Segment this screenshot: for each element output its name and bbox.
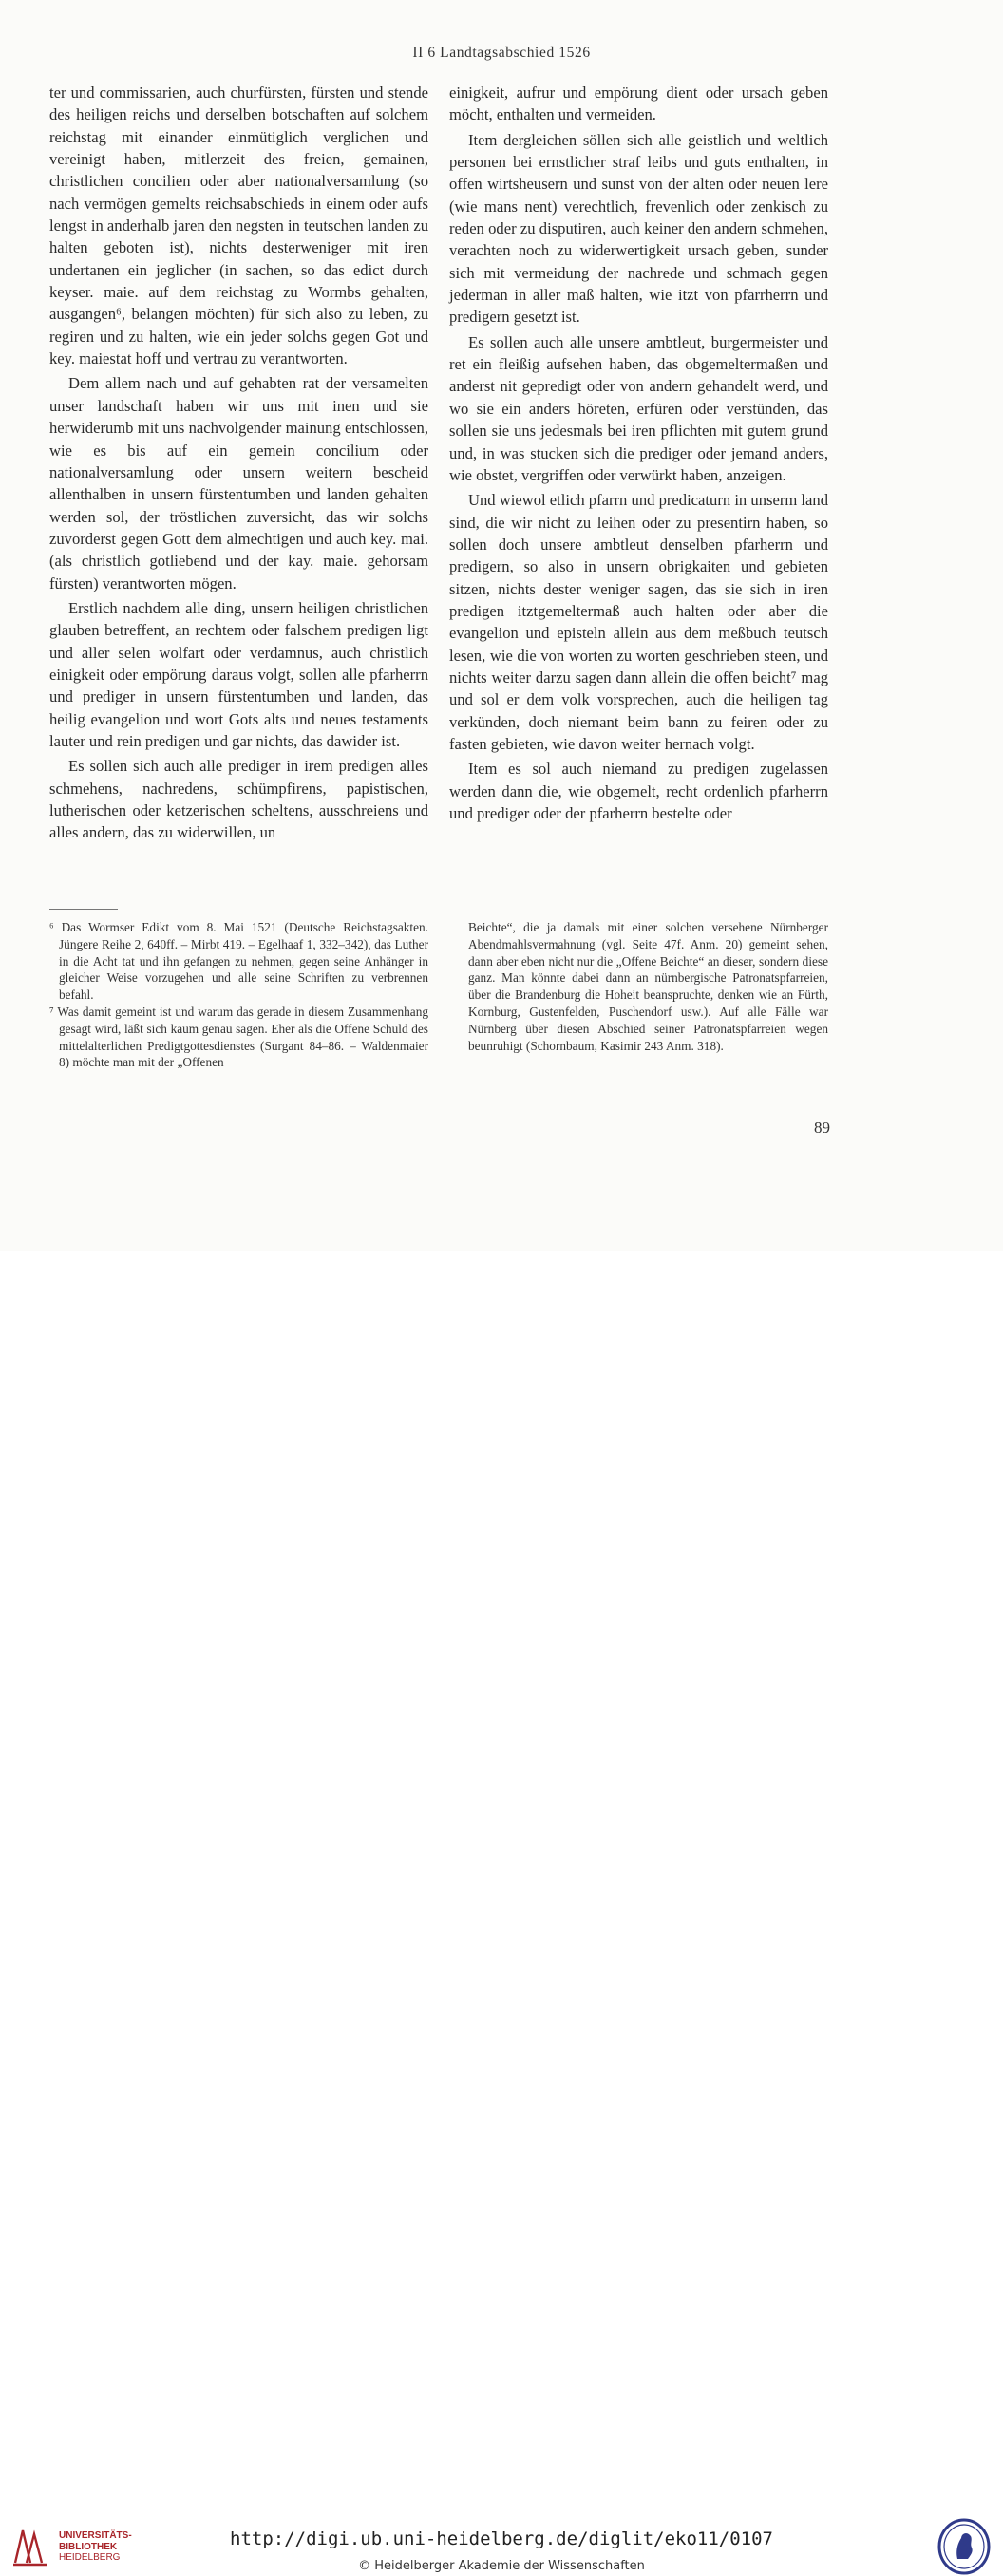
paragraph: Dem allem nach und auf gehabten rat der versamelten unser landschaft haben wir uns mit inen und sie herwiderumb mit uns nachvolgender mainung entschlossen, wie es bis auf ein gemein concilium oder nationalversamlung oder unsern weitern bescheid allenthalben in unsern fürstentumben und landen gehalten werden sol, der tröstlichen zuversicht, das wir solchs zuvorderst gegen Gott dem almechtigen und auch key. mai. (als christlich gotliebend und der kay. maie. gehorsam fürsten) verantworten mögen. <box>49 374 428 592</box>
permalink-url[interactable]: http://digi.ub.uni-heidelberg.de/diglit/eko11/0107 <box>230 2529 773 2549</box>
running-head: II 6 Landtagsabschied 1526 <box>412 45 591 61</box>
paragraph: einigkeit, aufrur und empörung dient oder ursach geben möcht, enthalten und vermeiden. <box>449 84 828 124</box>
paragraph: Und wiewol etlich pfarrn und predicaturn in unserm land sind, die wir nicht zu leihen oder zu presentirn haben, so sollen doch unsere ambtleut denselben pfarherrn und predigern, so also in unsern obrigkaiten und gebieten sitzen, nichts dester weniger sagen, das sie sich in iren predigen itztgemeltermaß auch halten oder aber die evangelion und episteln allein aus dem meßbuch teutsch lesen, wie die von worten zu worten geschrieben steen, und nichts weiter darzu sagen dann allein die offen beicht⁷ mag und sol er dem volk vorsprechen, auch die heiligen tag verkünden, doch niemant beim bann zu feiren oder zu fasten gebieten, wie davon weiter hernach volgt. <box>449 491 828 753</box>
footnote-7-continued: Beichte“, die ja damals mit einer solchen versehene Nürnberger Abendmahlsvermahnung (vgl. Seite 47f. Anm. 20) gemeint sehen, dann aber eben nicht nur die „Offene Beichte“ an dieser, sondern diese ganz. Man könnte dabei dann an nürnbergische Patronatspfarreien, über die Brandenburg die Hoheit beanspruchte, denken wie an Fürth, Kornburg, Gustenfelden, Puschendorf usw.). Auf alle Fälle war Nürnberg über diesen Abschied seiner Patronatspfarreien wegen beunruhigt (Schornbaum, Kasimir 243 Anm. 318). <box>468 920 828 1053</box>
library-logo[interactable] <box>9 2525 161 2568</box>
document-page <box>0 0 1003 1251</box>
page-number: 89 <box>814 1119 830 1137</box>
copyright-notice: © Heidelberger Akademie der Wissenschaften <box>358 2559 645 2573</box>
footnotes-left <box>49 919 428 1071</box>
paragraph: ter und commissarien, auch churfürsten, fürsten und stende des heiligen reichs und derselben botschaften auf solchem reichstag mit einander einmütiglich verglichen und vereinigt haben, mitlerzeit des freien, gemainen, christlichen concilien oder aber nationalversamlung (so nach vermögen gemelts reichsabschieds in einem oder aufs lengst in anderhalb jaren den negsten in teutschen landen zu halten geboten ist), nichts desterweniger mit iren undertanen ein jeglicher (in sachen, so das edict durch keyser. maie. auf dem reichstag zu Wormbs gehalten, ausgangen⁶, belangen möchten) für sich also zu leben, zu regiren und zu halten, wie ein jeder solchs gegen Got und key. maiestat hoff und vertrau zu verantworten. <box>49 84 428 368</box>
paragraph: Es sollen auch alle unsere ambtleut, burgermeister und ret ein fleißig aufsehen haben, das obgemeltermaßen und anderst nit gepredigt oder von andern gehandelt werd, und wo sie ein anders höreten, erfüren oder verstünden, das sollen sie uns jedesmals bei iren pflichten mit gutem grund und, in was stucken sich die prediger oder jemand anders, wie obstet, vergriffen oder verwürkt haben, anzeigen. <box>449 332 828 484</box>
paragraph: Item es sol auch niemand zu predigen zugelassen werden dann die, wie obgemelt, recht ordenlich pfarherrn und prediger oder der pfarherrn bestelte oder <box>449 760 828 822</box>
paragraph: Item dergleichen söllen sich alle geistlich und weltlich personen bei ernstlicher straf leibs und guts enthalten, in offen wirtsheusern und sunst von der alten oder neuen lere (wie mans nent) verechtlich, frevenlich oder zenkisch zu reden oder zu disputiren, auch keiner den andern schmehen, verachten noch zu widerwertigkeit ursach geben, sunder sich mit vermeidung der nachrede und schmach gegen jederman in aller maß halten, wie itzt von pfarrherrn und predigern gesetzt ist. <box>449 130 828 327</box>
footnote-6: ⁶ Das Wormser Edikt vom 8. Mai 1521 (Deutsche Reichstagsakten. Jüngere Reihe 2, 640ff. – Mirbt 419. – Egelhaaf 1, 332–342), das Luther in die Acht tat und ihn gefangen zu nehmen, gegen seine Anhänger in gleicher Weise vorzugehen und alle seine Schriften zu verbrennen befahl. <box>49 920 428 1003</box>
paragraph: Es sollen sich auch alle prediger in irem predigen alles schmehens, nachredens, schümpfirens, papistischen, lutherischen oder ketzerischen scheltens, ausschreiens und alles andern, das zu widerwillen, un <box>49 757 428 842</box>
footnote-7: ⁷ Was damit gemeint ist und warum das gerade in diesem Zusammenhang gesagt wird, läßt sich kaum genau sagen. Eher als die Offene Schuld des mittelalterlichen Predigtgottesdienstes (Surgant 84–86. – Waldenmaier 8) möchte man mit der „Offenen <box>49 1004 428 1070</box>
paragraph: Erstlich nachdem alle ding, unsern heiligen christlichen glauben betreffent, an rechtem oder falschem predigen ligt und aller selen wolfart oder verdamnus, auch christlich einigkeit oder empörung daraus volgt, sollen alle pfarherrn und prediger in unsern fürstentumben und landen, das heilig evangelion und wort Gots alts und neues testaments lauter und rein predigen und gar nichts, das dawider ist. <box>49 598 428 750</box>
logo-line: HEIDELBERG <box>59 2552 121 2563</box>
viewer-footer <box>0 1251 1003 2573</box>
logo-line: UNIVERSITÄTS- <box>59 2530 132 2541</box>
logo-line: BIBLIOTHEK <box>59 2541 118 2552</box>
library-logo-icon <box>9 2525 51 2568</box>
footnote-divider <box>49 909 118 910</box>
text-column-left <box>49 82 428 844</box>
academy-seal-icon[interactable] <box>937 2517 992 2576</box>
text-column-right <box>449 82 828 824</box>
footnotes-right <box>468 919 828 1054</box>
